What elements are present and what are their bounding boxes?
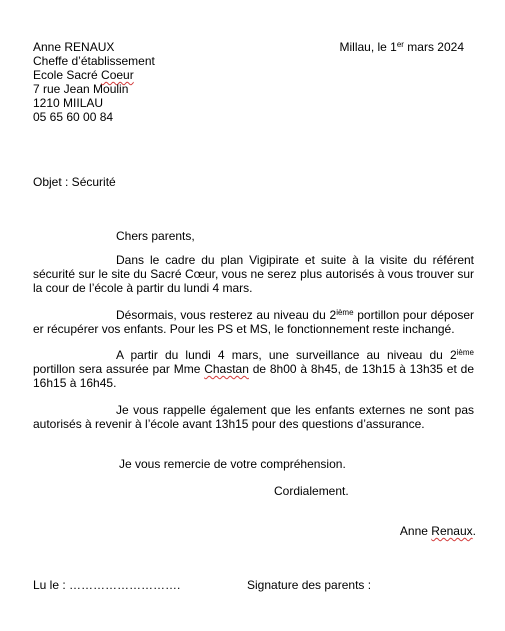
- date-suffix: mars 2024: [403, 40, 464, 54]
- parents-signature-field: Signature des parents :: [247, 578, 372, 592]
- paragraph-3-part-c: de 8h00 à 8h45, de 13h15 à 13h35 et de 16h15 à 16h45.: [33, 362, 474, 390]
- signature-period: .: [472, 524, 476, 538]
- thanks-line: Je vous remercie de votre compréhension.: [119, 457, 346, 471]
- paragraph-2-superscript: ième: [336, 308, 354, 317]
- paragraph-2-part-b: portillon pour déposer er récupérer vos enfants. Pour les PS et MS, le fonctionnement reste inchangé.: [33, 308, 474, 336]
- signature-first-name: Anne: [399, 524, 432, 538]
- date-superscript: er: [396, 40, 404, 49]
- paragraph-3-part-b: portillon sera assurée par Mme: [33, 362, 205, 376]
- paragraph-3-part-a: A partir du lundi 4 mars, une surveillance au niveau du 2: [116, 348, 457, 362]
- author-signature: [400, 524, 476, 538]
- read-on-field: Lu le : ……………………….: [33, 578, 181, 592]
- school-name-prefix: Ecole Sacré: [33, 68, 102, 82]
- paragraph-3: [33, 348, 474, 390]
- paragraph-3-flagged-word: Chastan: [204, 362, 249, 376]
- sender-street: 7 rue Jean Moulin: [33, 82, 129, 96]
- paragraph-4: [33, 403, 474, 431]
- sender-city: 1210 MIILAU: [33, 96, 104, 110]
- sender-role: Cheffe d’établissement: [33, 54, 155, 68]
- paragraph-1: [33, 253, 474, 295]
- paragraph-3-superscript: ième: [456, 348, 474, 357]
- paragraph-4-text: Je vous rappelle également que les enfants externes ne sont pas autorisés à revenir à l’école avant 13h15 pour des questions d’assurance.: [33, 403, 474, 431]
- paragraph-2-text: [33, 308, 474, 336]
- letter-date: [339, 40, 464, 54]
- sender-phone: 05 65 60 00 84: [33, 110, 114, 124]
- paragraph-3-text: [33, 348, 474, 390]
- closing-line: Cordialement.: [274, 484, 349, 498]
- paragraph-2-part-a: Désormais, vous resterez au niveau du 2: [116, 308, 337, 322]
- signature-last-name: Renaux: [431, 524, 473, 538]
- paragraph-2: [33, 308, 474, 336]
- salutation: Chers parents,: [116, 229, 195, 243]
- sender-block: [33, 40, 155, 124]
- date-prefix: Millau, le 1: [339, 40, 397, 54]
- sender-school: [33, 68, 155, 82]
- school-name-flagged-word: Coeur: [101, 68, 134, 82]
- letter-subject: Objet : Sécurité: [33, 175, 116, 189]
- paragraph-1-text: Dans le cadre du plan Vigipirate et suite à la visite du référent sécurité sur le site du Sacré Cœur, vous ne serez plus autorisés à vous trouver sur la cour de l’école à partir du lundi 4 mars.: [33, 253, 474, 295]
- sender-name: Anne RENAUX: [33, 40, 115, 54]
